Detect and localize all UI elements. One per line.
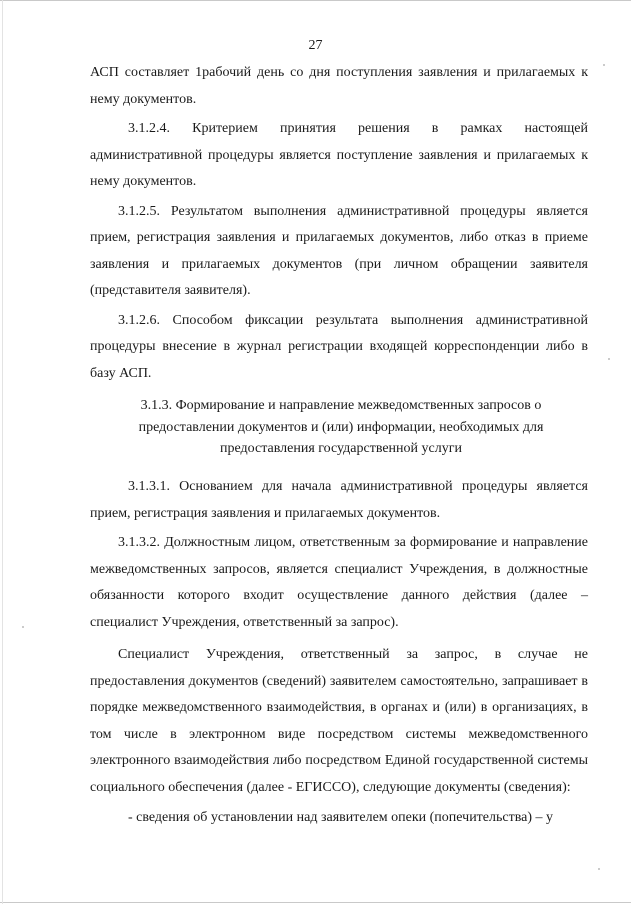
paragraph: 3.1.2.6. Способом фиксации результата выполнения административной процедуры внесение в журнал регистрации входящей корреспонденции либо в базу АСП. — [90, 312, 588, 381]
scan-speck — [603, 64, 605, 66]
section-heading: 3.1.3. Формирование и направление межведомственных запросов о предоставлении документов и (или) информации, необходимых для предоставления государственной услуги — [138, 398, 544, 456]
scan-edge-bottom — [0, 902, 631, 903]
body-section-bottom — [90, 474, 588, 832]
paragraph: АСП составляет 1рабочий день со дня поступления заявления и прилагаемых к нему документов. — [90, 65, 588, 107]
scan-edge-top — [0, 0, 631, 1]
scan-speck — [598, 868, 600, 870]
scan-speck — [22, 626, 24, 628]
paragraph: 3.1.3.2. Должностным лицом, ответственным за формирование и направление межведомственных запросов, является специалист Учреждения, в должностные обязанности которого входит осуществление данного действия (далее – специалист Учреждения, ответственный за запрос). — [90, 535, 588, 630]
page-number: 27 — [308, 38, 323, 53]
body-section-top — [90, 60, 588, 387]
paragraph: 3.1.3.1. Основанием для начала административной процедуры является прием, регистрация заявления и прилагаемых документов. — [90, 479, 588, 521]
scan-speck — [608, 358, 610, 360]
paragraph: Специалист Учреждения, ответственный за запрос, в случае не предоставления документов (сведений) заявителем самостоятельно, запрашивает в порядке межведомственного взаимодействия, в органах и (или) в организациях, в том числе в электронном виде посредством системы межведомственного электронного взаимодействия либо посредством Единой государственной системы социального обеспечения (далее - ЕГИССО), следующие документы (сведения): — [90, 647, 588, 795]
paragraph: - сведения об установлении над заявителем опеки (попечительства) – у — [128, 810, 554, 825]
scan-edge-left — [2, 0, 3, 904]
paragraph: 3.1.2.5. Результатом выполнения административной процедуры является прием, регистрация заявления и прилагаемых документов, либо отказ в приеме заявления и прилагаемых документов (при личном обращении заявителя (представителя заявителя). — [90, 203, 588, 298]
paragraph: 3.1.2.4. Критерием принятия решения в рамках настоящей административной процедуры является поступление заявления и прилагаемых к нему документов. — [90, 121, 588, 189]
